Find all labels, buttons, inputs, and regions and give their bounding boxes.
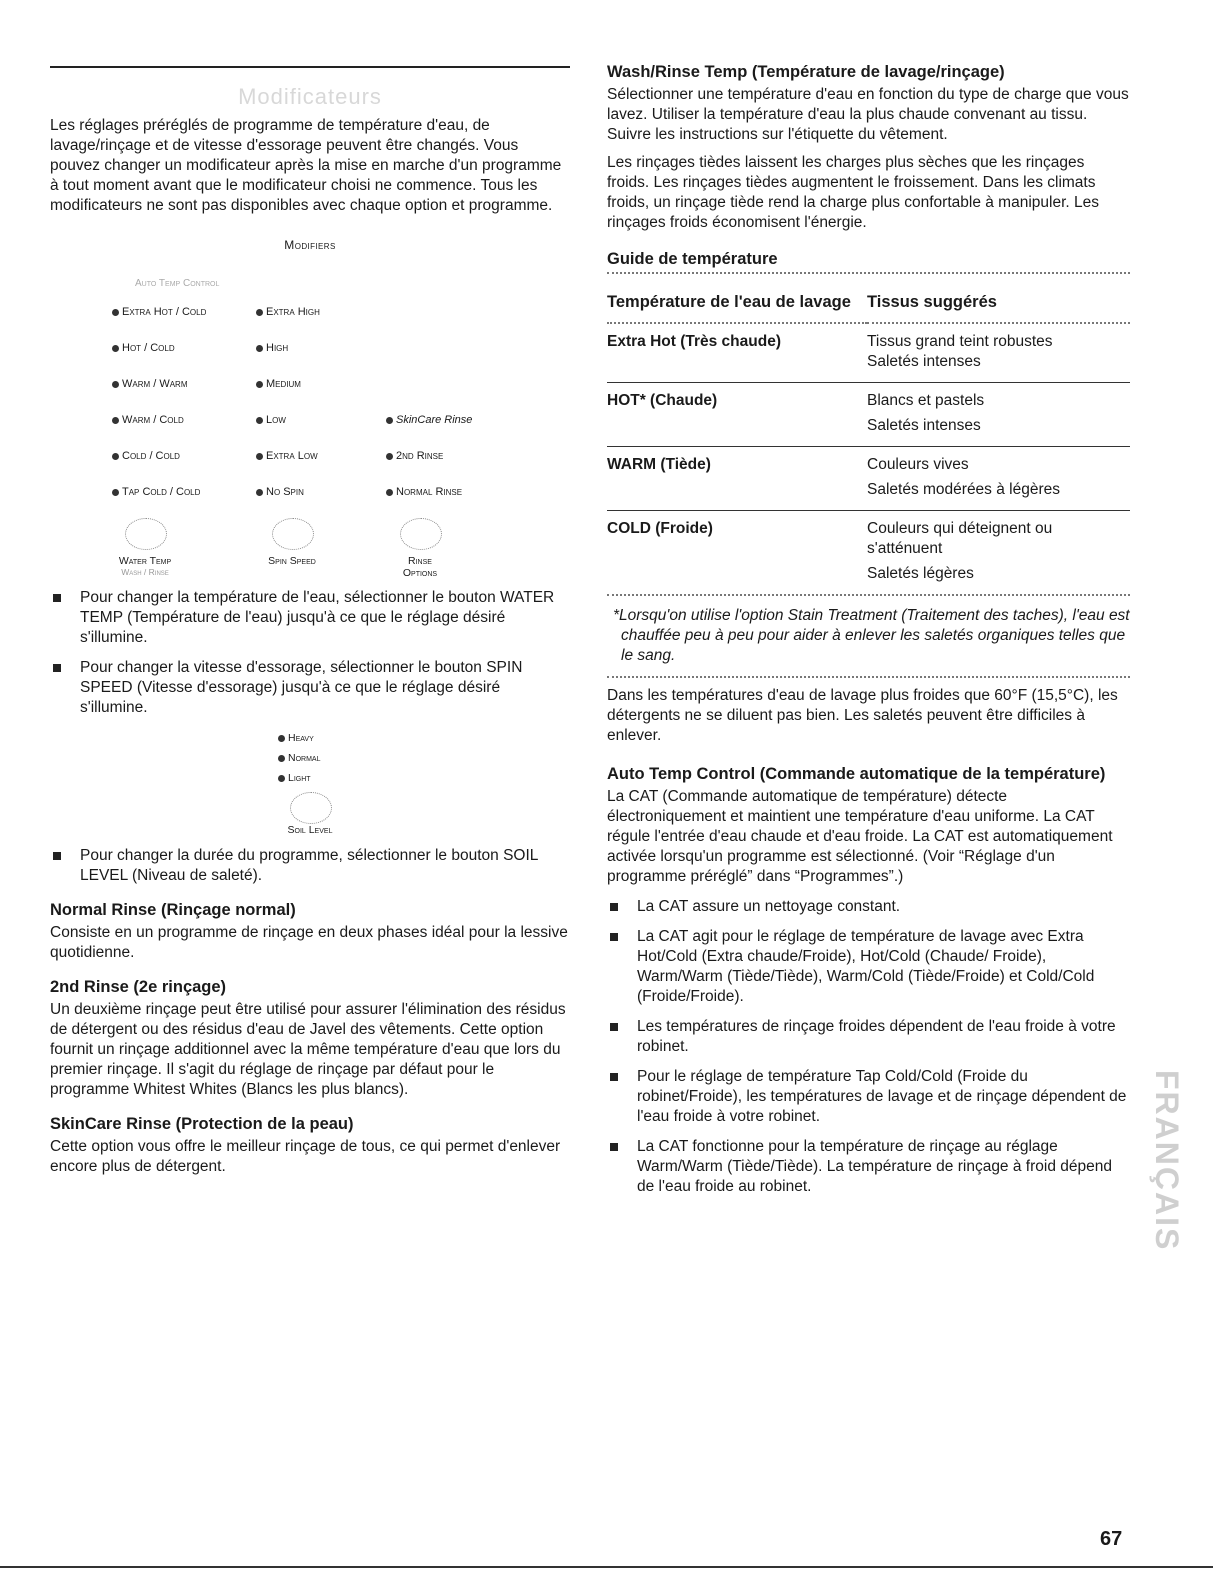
dotted-rule (607, 272, 1130, 274)
header-water-temp: Température de l'eau de lavage (607, 280, 867, 323)
page-number: 67 (1100, 1528, 1123, 1550)
indicator-dot (256, 309, 263, 316)
cell-temp: COLD (Froide) (607, 520, 713, 537)
soil-level-label: Soil Level (287, 824, 333, 836)
list-item: Les températures de rinçage froides dépendent de l'eau froide à votre robinet. (607, 1017, 1130, 1057)
option-hot-cold: Hot / Cold (112, 342, 175, 354)
list-item: La CAT agit pour le réglage de température de lavage avec Extra Hot/Cold (Extra chaude/Froide), Hot/Cold (Chaude/ Froide), Warm/Warm (Tiède/Tiède), Warm/Cold (Tiède/Froide) et Cold/Cold (Froide/Froide). (607, 927, 1130, 1007)
list-item: La CAT assure un nettoyage constant. (607, 897, 1130, 917)
spin-speed-knob (272, 518, 314, 550)
option-heavy: Heavy (278, 732, 314, 744)
cell-temp: HOT* (Chaude) (607, 383, 867, 447)
indicator-dot (256, 345, 263, 352)
cell-fabric: Tissus grand teint robustes Saletés intenses (867, 323, 1130, 383)
table-row (607, 447, 1130, 511)
language-side-tab: FRANÇAIS (1149, 1070, 1185, 1252)
bottom-rule (0, 1566, 1213, 1568)
rinse-options-label: Rinse Options (402, 555, 438, 579)
auto-temp-heading: Auto Temp Control (Commande automatique de la température) (607, 765, 1106, 783)
table-row (607, 323, 1130, 383)
indicator-dot (386, 453, 393, 460)
indicator-dot (256, 417, 263, 424)
indicator-dot (112, 489, 119, 496)
right-column (607, 62, 1130, 1207)
option-no-spin: No Spin (256, 486, 304, 498)
option-high: High (256, 342, 288, 354)
modifier-bullets (50, 588, 570, 718)
skincare-rinse-body: Cette option vous offre le meilleur rinçage de tous, ce qui permet d'enlever encore plus de détergent. (50, 1138, 561, 1175)
indicator-dot (112, 309, 119, 316)
skincare-rinse-heading: SkinCare Rinse (Protection de la peau) (50, 1115, 354, 1133)
table-row (607, 511, 1130, 595)
list-item: Pour changer la durée du programme, sélectionner le bouton SOIL LEVEL (Niveau de saleté). (50, 846, 570, 886)
option-low: Low (256, 414, 286, 426)
second-rinse-body: Un deuxième rinçage peut être utilisé pour assurer l'élimination des résidus de détergent ou des résidus d'eau de Javel des vêtements. Cette option fournit un rinçage additionnel avec la même température d'eau que lors du premier rinçage. Il s'agit du réglage de rinçage par défaut pour le programme Whitest Whites (Blancs les plus blancs). (50, 1001, 566, 1098)
water-temp-sublabel: Wash / Rinse (121, 567, 169, 577)
indicator-dot (386, 417, 393, 424)
normal-rinse-body: Consiste en un programme de rinçage en deux phases idéal pour la lessive quotidienne. (50, 924, 568, 961)
option-skincare-rinse: SkinCare Rinse (386, 414, 472, 426)
option-extra-high: Extra High (256, 306, 320, 318)
rinse-options-knob (400, 518, 442, 550)
section-title: Modificateurs (238, 84, 382, 109)
indicator-dot (256, 453, 263, 460)
cell-temp: WARM (Tiède) (607, 447, 867, 511)
option-tap-cold-cold: Tap Cold / Cold (112, 486, 200, 498)
option-normal-rinse: Normal Rinse (386, 486, 462, 498)
normal-rinse-heading: Normal Rinse (Rinçage normal) (50, 901, 296, 919)
indicator-dot (112, 417, 119, 424)
header-fabrics: Tissus suggérés (867, 280, 1130, 323)
option-normal: Normal (278, 752, 320, 764)
auto-temp-label: Auto Temp Control (135, 278, 220, 289)
spin-speed-label: Spin Speed (268, 555, 316, 567)
option-warm-cold: Warm / Cold (112, 414, 184, 426)
water-temp-label: Water Temp Wash / Rinse (90, 555, 200, 577)
table-row (607, 383, 1130, 447)
table-footnote: *Lorsqu'on utilise l'option Stain Treatment (Traitement des taches), l'eau est chauffée peu à peu pour aider à enlever les saletés organiques telles que le sang. (613, 607, 1130, 664)
list-item: Pour le réglage de température Tap Cold/Cold (Froide du robinet/Froide), les températures de lavage et de rinçage dépendent de l'eau froide à votre robinet. (607, 1067, 1130, 1127)
option-2nd-rinse: 2nd Rinse (386, 450, 443, 462)
indicator-dot (278, 775, 285, 782)
control-panel-diagram (50, 278, 570, 588)
list-item: Pour changer la température de l'eau, sélectionner le bouton WATER TEMP (Température de l'eau) jusqu'à ce que le réglage désiré s'illumine. (50, 588, 570, 648)
cell-fabric: Couleurs qui déteignent ou s'atténuent Saletés légères (867, 520, 1053, 582)
option-medium: Medium (256, 378, 301, 390)
indicator-dot (112, 345, 119, 352)
auto-temp-bullets (607, 897, 1130, 1197)
option-cold-cold: Cold / Cold (112, 450, 180, 462)
panel-title: Modifiers (284, 238, 336, 252)
wash-rinse-heading: Wash/Rinse Temp (Température de lavage/rinçage) (607, 63, 1005, 81)
cell-temp: Extra Hot (Très chaude) (607, 323, 867, 383)
temperature-guide-table (607, 280, 1130, 594)
soil-level-knob (290, 792, 332, 824)
indicator-dot (278, 755, 285, 762)
indicator-dot (278, 735, 285, 742)
wash-rinse-paragraph-2: Les rinçages tièdes laissent les charges plus sèches que les rinçages froids. Les rinçages tièdes augmentent le froissement. Dans les climats froids, un rinçage tiède rend la charge plus confortable à manipuler. Les rinçages froids économisent l'énergie. (607, 154, 1099, 231)
indicator-dot (256, 381, 263, 388)
option-warm-warm: Warm / Warm (112, 378, 188, 390)
wash-rinse-paragraph-1: Sélectionner une température d'eau en fonction du type de charge que vous lavez. Utiliser la température d'eau la plus chaude convenant au tissu. Suivre les instructions sur l'étiquette du vêtement. (607, 86, 1129, 143)
dotted-rule (607, 676, 1130, 678)
water-temp-knob (125, 518, 167, 550)
cell-fabric: Couleurs vives Saletés modérées à légères (867, 447, 1130, 511)
temperature-guide-heading: Guide de température (607, 250, 778, 268)
auto-temp-body: La CAT (Commande automatique de température) détecte électroniquement et maintient une température d'eau uniforme. La CAT régule l'entrée d'eau chaude et d'eau froide. La CAT est automatiquement activée lorsqu'un programme est sélectionné. (Voir “Réglage d'un programme préréglé” dans “Programmes”.) (607, 788, 1113, 885)
soil-level-diagram (50, 728, 570, 838)
option-extra-hot-cold: Extra Hot / Cold (112, 306, 206, 318)
left-column (50, 66, 570, 1177)
indicator-dot (386, 489, 393, 496)
indicator-dot (256, 489, 263, 496)
indicator-dot (112, 381, 119, 388)
indicator-dot (112, 453, 119, 460)
cold-water-note: Dans les températures d'eau de lavage plus froides que 60°F (15,5°C), les détergents ne se diluent pas bien. Les saletés peuvent être difficiles à enlever. (607, 687, 1118, 744)
option-extra-low: Extra Low (256, 450, 318, 462)
table-header (607, 280, 1130, 323)
cell-fabric: Blancs et pastels Saletés intenses (867, 383, 1130, 447)
soil-bullets (50, 846, 570, 886)
second-rinse-heading: 2nd Rinse (2e rinçage) (50, 978, 227, 996)
intro-paragraph: Les réglages préréglés de programme de température d'eau, de lavage/rinçage et de vitesse d'essorage peuvent être changés. Vous pouvez changer un modificateur après la mise en marche d'un programme à tout moment avant que le modificateur choisi ne commence. Tous les modificateurs ne sont pas disponibles avec chaque option et programme. (50, 117, 562, 214)
list-item: La CAT fonctionne pour la température de rinçage au réglage Warm/Warm (Tiède/Tiède). La température de rinçage à froid dépend de l'eau froide au robinet. (607, 1137, 1130, 1197)
option-light: Light (278, 772, 311, 784)
list-item: Pour changer la vitesse d'essorage, sélectionner le bouton SPIN SPEED (Vitesse d'essorage) jusqu'à ce que le réglage désiré s'illumine. (50, 658, 570, 718)
